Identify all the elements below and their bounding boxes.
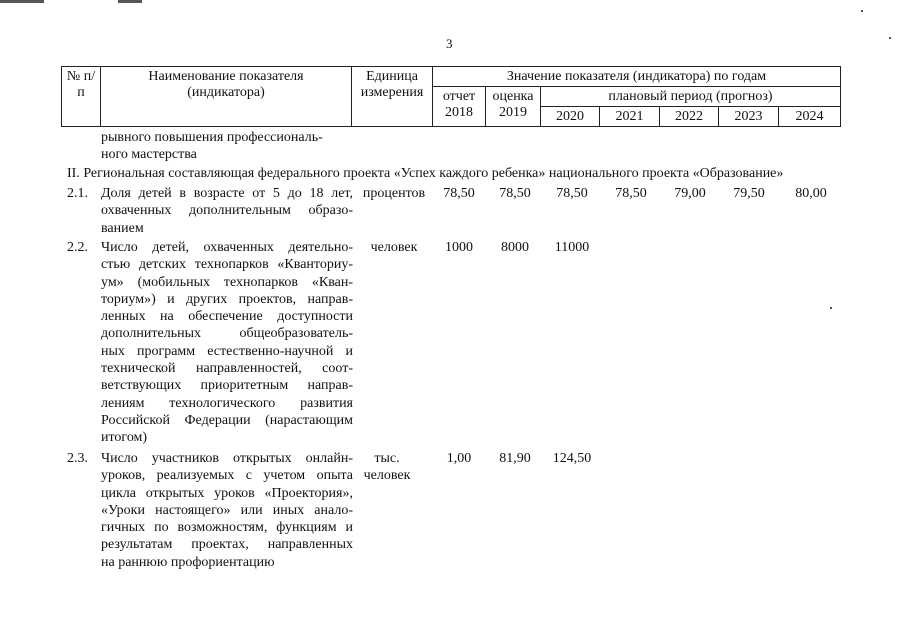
value-2020: 78,50 [556,186,588,201]
header-year-2024: 2024 [779,107,841,127]
description-line: Доля детей в возрасте от 5 до 18 лет, [101,186,353,201]
row-number: 2.1. [67,186,88,201]
section-title: II. Региональная составляющая федерального проекта «Успех каждого ребенка» национального проекта «Образование» [67,166,784,181]
description-line: лениям технологического развития [101,395,353,411]
row-description [101,239,353,447]
value-2020: 124,50 [552,451,592,466]
value-2019: 81,90 [499,451,531,466]
header-year-2021: 2021 [600,107,660,127]
description-line: ветствующих приоритетным направ- [101,378,353,394]
page-number: 3 [446,36,453,51]
value-2024: 80,00 [795,186,827,201]
header-estimate [486,87,541,127]
description-line: ных программ естественно-научной и [101,343,353,359]
header-year-2022: 2022 [660,107,719,127]
value-2019: 78,50 [499,186,531,201]
value-2022: 79,00 [674,186,706,201]
row-description [101,185,353,237]
description-line: ванием [101,220,144,236]
value-2018: 1000 [445,240,473,255]
description-line: гичных по возможностям, функциям и [101,520,353,536]
row-unit: процентов [362,186,426,201]
description-line: цикла открытых уроков «Проектория», [101,485,353,501]
value-2019: 8000 [501,240,529,255]
description-line: дополнительных общеобразователь- [101,326,353,342]
description-line: технической направленностей, соот- [101,361,353,377]
description-line: на раннюю профориентацию [101,554,275,570]
header-unit: Единица измерения [352,67,433,127]
header-values: Значение показателя (индикатора) по годам [433,67,841,87]
continuation-line: рывного повышения профессиональ- [101,130,323,145]
description-line: Российской Федерации (нарастающим [101,412,353,428]
continuation-text [101,129,353,164]
header-number: № п/п [62,67,101,127]
description-line: уроков, реализуемых с учетом опыта [101,468,353,484]
row-number: 2.2. [67,240,88,255]
value-2018: 78,50 [443,186,475,201]
value-2023: 79,50 [733,186,765,201]
header-year-2020: 2020 [541,107,600,127]
header-indicator-name: Наименование показателя (индикатора) [101,67,352,127]
header-report-label: отчет [442,89,476,104]
description-line: результатам проектах, направленных [101,537,353,553]
header-estimate-year: 2019 [499,105,527,120]
value-2020: 11000 [554,240,590,255]
row-unit: человек [370,240,418,255]
description-line: итогом) [101,430,148,446]
description-line: ториум») и других проектов, направ- [101,291,353,307]
description-line: ленных на обеспечение доступности [101,309,353,325]
table-header [61,66,841,127]
row-description [101,450,353,571]
description-line: «Уроки настоящего» или иных анало- [101,502,353,518]
continuation-line: ного мастерства [101,147,197,163]
description-line: Число участников открытых онлайн- [101,451,353,466]
header-report [433,87,486,127]
description-line: стью детских технопарков «Кванториу- [101,257,353,273]
description-line: ум» (мобильных технопарков «Кван- [101,274,353,290]
value-2018: 1,00 [446,451,472,466]
description-line: охваченных дополнительным образо- [101,203,353,219]
header-report-year: 2018 [445,105,473,120]
header-year-2023: 2023 [719,107,779,127]
description-line: Число детей, охваченных деятельно- [101,240,353,255]
row-number: 2.3. [67,451,88,466]
header-estimate-label: оценка [492,89,534,104]
header-plan-period: плановый период (прогноз) [541,87,841,107]
row-unit: тыс. человек [363,451,411,483]
value-2021: 78,50 [615,186,647,201]
